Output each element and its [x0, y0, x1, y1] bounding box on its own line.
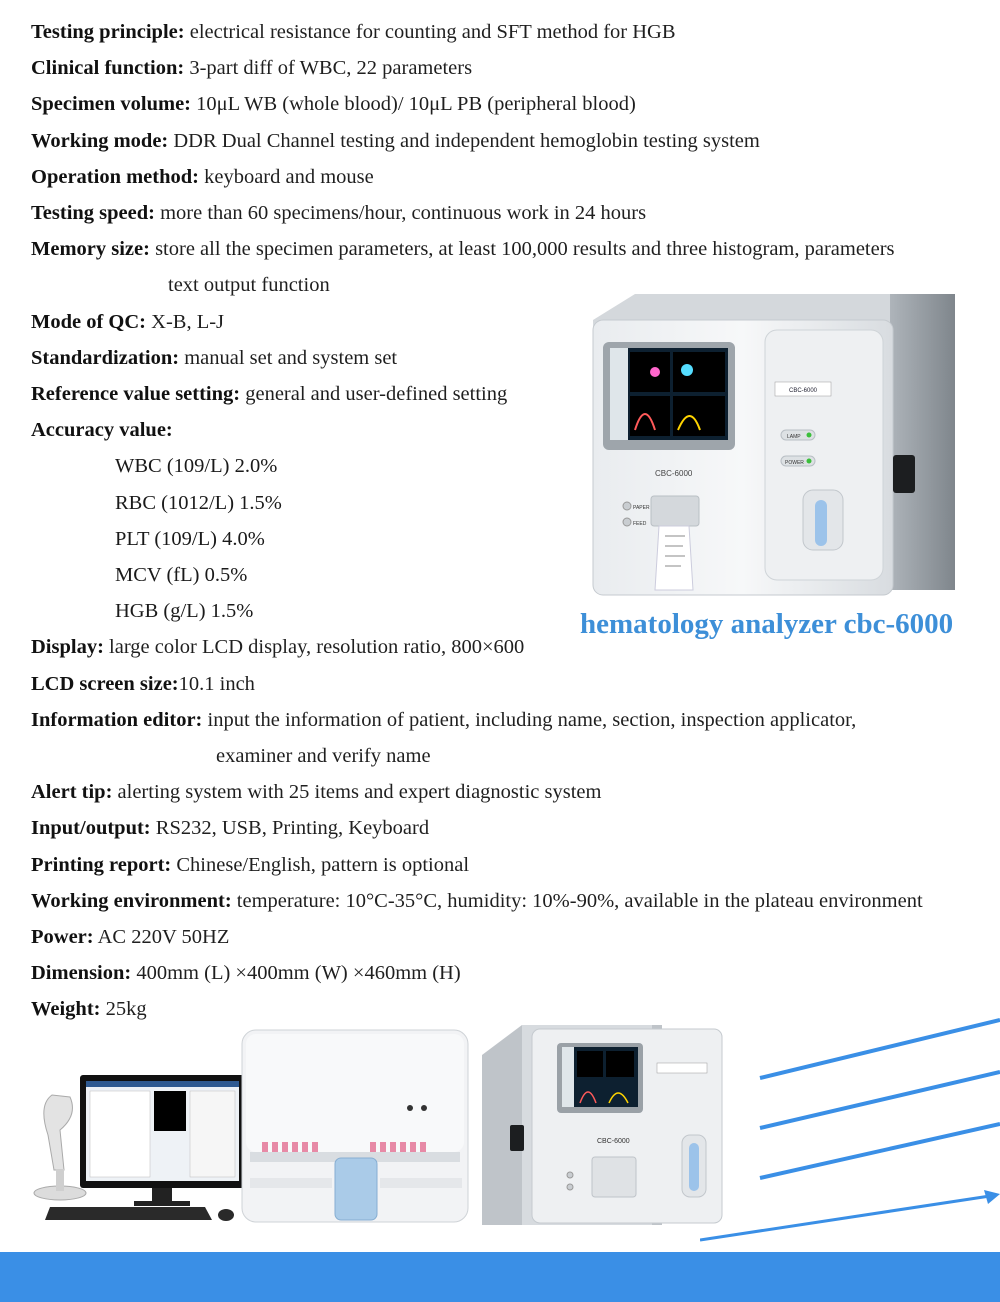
spec-alert-tip: Alert tip: alerting system with 25 items and expert diagnostic system — [31, 781, 602, 804]
spec-testing-speed: Testing speed: more than 60 specimens/hour, continuous work in 24 hours — [31, 202, 647, 225]
spec-information-editor: Information editor: input the information of patient, including name, section, inspection applicator, — [31, 708, 857, 731]
arrow-line-4 — [700, 1196, 990, 1240]
front-model-label: CBC-6000 — [597, 1138, 630, 1145]
accuracy-item: WBC (109/L) 2.0% — [115, 455, 278, 478]
spec-standardization: Standardization: manual set and system set — [31, 346, 398, 369]
accuracy-item: RBC (1012/L) 1.5% — [115, 491, 282, 514]
spec-printing-report: Printing report: Chinese/English, pattern is optional — [31, 853, 470, 876]
spec-memory-size-continued: text output function — [168, 274, 330, 297]
accuracy-item: PLT (109/L) 4.0% — [115, 527, 265, 550]
spec-information-editor-continued: examiner and verify name — [216, 745, 431, 768]
analyzer-front-image — [482, 1025, 732, 1225]
model-label: CBC-6000 — [655, 469, 693, 478]
spec-memory-size: Memory size: store all the specimen parameters, at least 100,000 results and three histogram, parameters — [31, 238, 895, 261]
decorative-arrows — [700, 1000, 1000, 1260]
autoloader-analyzer-image — [240, 1028, 470, 1224]
spec-working-environment: Working environment: temperature: 10°C-35°C, humidity: 10%-90%, available in the plateau environment — [31, 889, 923, 912]
spec-reference-value: Reference value setting: general and user-defined setting — [31, 383, 508, 406]
spec-working-mode: Working mode: DDR Dual Channel testing and independent hemoglobin testing system — [31, 129, 760, 152]
arrow-line-3 — [760, 1124, 1000, 1178]
spec-weight: Weight: 25kg — [31, 998, 147, 1021]
product-caption: hematology analyzer cbc-6000 — [580, 608, 954, 640]
lamp-label: LAMP — [787, 434, 801, 440]
accuracy-item: HGB (g/L) 1.5% — [115, 600, 254, 623]
spec-testing-principle: Testing principle: electrical resistance for counting and SFT method for HGB — [31, 21, 676, 43]
spec-operation-method: Operation method: keyboard and mouse — [31, 165, 374, 188]
spec-power: Power: AC 220V 50HZ — [31, 926, 230, 949]
spec-specimen-volume: Specimen volume: 10μL WB (whole blood)/ 10μL PB (peripheral blood) — [31, 93, 636, 116]
spec-lcd-screen-size: LCD screen size:10.1 inch — [31, 672, 255, 695]
power-label: POWER — [785, 460, 804, 466]
feed-label: FEED — [633, 521, 647, 527]
computer-with-scanner-image — [30, 1075, 245, 1225]
spec-accuracy-value: Accuracy value: — [31, 419, 173, 442]
spec-clinical-function: Clinical function: 3-part diff of WBC, 22 parameters — [31, 57, 473, 80]
analyzer-product-image — [575, 290, 965, 610]
spec-mode-of-qc: Mode of QC: X-B, L-J — [31, 310, 225, 333]
accuracy-item: MCV (fL) 0.5% — [115, 564, 248, 587]
paper-label: PAPER — [633, 505, 650, 511]
arrow-line-2 — [760, 1072, 1000, 1128]
brand-badge: CBC-6000 — [789, 388, 818, 394]
spec-input-output: Input/output: RS232, USB, Printing, Keyboard — [31, 817, 430, 840]
bottom-band — [0, 1252, 1000, 1302]
spec-display: Display: large color LCD display, resolution ratio, 800×600 — [31, 636, 525, 659]
arrow-head-icon — [984, 1190, 1000, 1204]
arrow-line-1 — [760, 1020, 1000, 1078]
spec-dimension: Dimension: 400mm (L) ×400mm (W) ×460mm (H) — [31, 962, 461, 985]
